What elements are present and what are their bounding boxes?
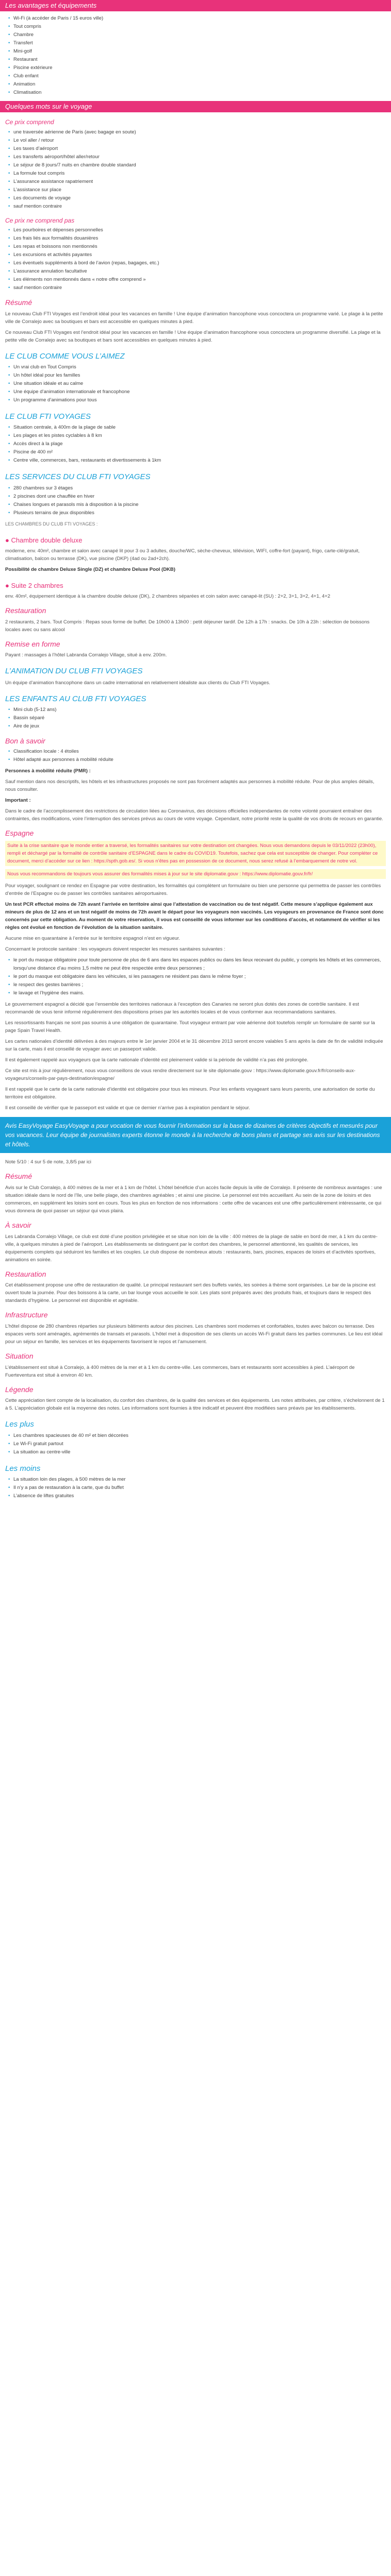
list-item: • sauf mention contraire bbox=[8, 202, 386, 211]
remise-title: Remise en forme bbox=[5, 639, 60, 648]
pmr-text: Sauf mention dans nos descriptifs, les hôtels et les infrastructures proposés ne sont pas forcément adaptés aux personnes à mobilité réduite. Pour de plus amples détails, nous consulter. bbox=[5, 779, 374, 793]
advantages-header: Les avantages et équipements bbox=[0, 0, 391, 11]
list-item: • une traversée aérienne de Paris (avec bagage en soute) bbox=[8, 128, 386, 137]
banner-title: Avis EasyVoyage EasyVoyage a pour vocation de vous fournir l’information sur la base de dizaines de critères objectifs et mesurés pour vos vacances. Leur équipe de journalistes experts étonne le monde à la recherche de bons plans et partage ses avis sur les destinations et hôtels. bbox=[5, 1122, 380, 1148]
list-item: • Transfert bbox=[8, 39, 386, 47]
list-item: • Hôtel adapté aux personnes à mobilité réduite bbox=[8, 756, 386, 764]
list-item: • Chambre bbox=[8, 31, 386, 39]
list-item: • Les documents de voyage bbox=[8, 194, 386, 202]
espagne-p7: Les cartes nationales d’identité délivrées à des majeurs entre le 1er janvier 2004 et le 31 décembre 2013 seront encore valables 5 ans après la date de fin de validité indiquée sur la carte, mais il est conseillé de voyager avec un passeport valide. bbox=[5, 1039, 383, 1053]
easyvoyage-banner bbox=[0, 1117, 391, 1153]
animation-title: L’ANIMATION DU CLUB FTI VOYAGES bbox=[5, 667, 143, 676]
club-fti-title: LE CLUB FTI VOYAGES bbox=[5, 412, 91, 421]
avis-plus-list bbox=[8, 1432, 386, 1456]
list-item: • L’assurance assistance rapatriement bbox=[8, 178, 386, 186]
espagne-highlight: Suite à la crise sanitaire que le monde entier a traversé, les formalités sanitaires sur votre destination ont changées. Nous vous demandons depuis le 03/11/2022 (23h00), rempli et déchargé par la formalité de contrôle sanitaire d’ESPAGNE dans le cadre du COVID19. Toutefois, sachez que cela est susceptible de changer. Pour compléter ce document, merci d’accéder sur ce lien : https://spth.gob.es/. Si vous n’êtes pas en possession de ce document, nous serez refusé à l’embarquement de notre vol. bbox=[5, 841, 386, 866]
list-item: • sauf mention contraire bbox=[8, 284, 386, 292]
resume-paragraph-2: Ce nouveau Club FTI Voyages est l’endroit idéal pour les vacances en famille ! Une équipe d’animation francophone vous concoctera un programme diversifié. La plage et la petite ville de Corralejo avec sa boutiques et bars sont accessibles en quelques minutes à pied. bbox=[5, 329, 381, 343]
room-suite-title: ● Suite 2 chambres bbox=[5, 581, 386, 591]
avis-rest: Cet établissement propose une offre de restauration de qualité. Le principal restaurant sert des buffets variés, les soirées à thème sont organisées. Le bar de la piscine est ouvert toute la journée. Pour des boissons à la carte, un bar lounge vous accueille le soir. Les plats sont préparés avec des produits frais, et toujours dans le respect des standards d’hygiène. Le personnel est disponible et agréable. bbox=[5, 1282, 376, 1304]
list-item: • Plusieurs terrains de jeux disponibles bbox=[8, 509, 386, 517]
espagne-link[interactable]: Nous vous recommandons de toujours vous assurer des formalités mises à jour sur le site diplomatie.gouv : https://www.diplomatie.gouv.fr/fr/ bbox=[5, 869, 386, 879]
list-item: • L’absence de liftes gratuites bbox=[8, 1492, 386, 1500]
club-comme-list bbox=[8, 363, 386, 404]
avis-legende: Cette appréciation tient compte de la localisation, du confort des chambres, de la qualité des services et des équipements. Les notes attribuées, par critère, s’échelonnent de 1 à 5. L’appréciation globale est la moyenne des notes. Les informations sont fournies à titre indicatif et peuvent être modifiées sans préavis par les établissements. bbox=[5, 1398, 385, 1412]
espagne-p8: Il est également rappelé aux voyageurs que la carte nationale d’identité est pleinement valide si la période de validité n’a pas été prolongée. bbox=[5, 1057, 308, 1063]
espagne-p6: Les ressortissants français ne sont pas soumis à une obligation de quarantaine. Tout voyageur entrant par voie aérienne doit toutefois remplir un formulaire de santé sur la page Spain Travel Health. bbox=[5, 1020, 375, 1034]
list-item: • 280 chambres sur 3 étages bbox=[8, 484, 386, 493]
list-item: • La situation au centre-ville bbox=[8, 1448, 386, 1456]
list-item: • Mini-golf bbox=[8, 47, 386, 56]
club-fti-list bbox=[8, 423, 386, 465]
list-item: • Animation bbox=[8, 80, 386, 89]
bon-savoir-title: Bon à savoir bbox=[5, 736, 45, 745]
list-item: • le port du masque est obligatoire dans les véhicules, si les passagers ne résident pas dans le même foyer ; bbox=[8, 973, 386, 981]
espagne-p2: Un test PCR effectué moins de 72h avant l’arrivée en territoire ainsi que l’attestation de vaccination ou de test négatif. Cette mesure s’applique également aux mineurs de plus de 12 ans et un test négatif de moins de 72h avant le départ pour les voyageurs non vaccinés. Les voyageurs en provenance de France sont donc concernés par cette obligation. Au moment de votre réservation, il vous est conseillé de vous informer sur les conditions d’accès, et notamment de vérifier si les règles ont évolué en fonction de l’évolution de la situation sanitaire. bbox=[5, 902, 384, 931]
list-item: • Chaises longues et parasols mis à disposition à la piscine bbox=[8, 501, 386, 509]
restauration-text: 2 restaurants, 2 bars. Tout Compris : Repas sous forme de buffet. De 10h00 à 13h00 : petit déjeuner tardif. De 12h à 17h : snacks. De 10h à 23h : sélection de boissons locales avec ou sans alcool bbox=[5, 619, 370, 633]
avis-situation-title: Situation bbox=[5, 1351, 34, 1360]
avis-savoir: Les Labranda Corralejo Village, ce club est doté d’une position privilégiée et se situe non loin de la ville : 400 mètres de la plage de sable en bord de mer, à 1 km du centre-ville, à quelques minutes à pied de l’aéroport. Les établissements se distinguent par le confort des chambres, le personnel attentionné, les qualités de services, les équipements complets qui séduiront les familles et les couples. Le club dispose de nombreux atouts : restaurants, bars, piscines, espaces de loisirs et d’activités sportives, animations en soirée. bbox=[5, 1233, 378, 1263]
room-suite-desc: env. 40m², équipement identique à la chambre double deluxe (DK), 2 chambres séparées et coin salon avec canapé-lit (SU) : 2+2, 3+1, 3+2, 4+1, 4+2 bbox=[5, 593, 331, 599]
list-item: • L’assistance sur place bbox=[8, 186, 386, 194]
avis-infra-title: Infrastructure bbox=[5, 1311, 48, 1319]
list-item: • Le séjour de 8 jours/7 nuits en chambre double standard bbox=[8, 161, 386, 170]
espagne-p5: Le gouvernement espagnol a décidé que l’ensemble des territoires nationaux à l’exception des Canaries ne seront plus dotés des zones de contrôle sanitaire. Il est recommandé de vous tenir informé régulièrement des dispositions prises par les autorités locales et de vous conformer aux recommandations sanitaires. bbox=[5, 1002, 360, 1015]
list-item: • Les repas et boissons non mentionnés bbox=[8, 243, 386, 251]
list-item: • Les excursions et activités payantes bbox=[8, 251, 386, 259]
avis-infra: L’hôtel dispose de 280 chambres réparties sur plusieurs bâtiments autour des piscines. Les chambres sont modernes et confortables, toutes avec balcon ou terrasse. Des espaces verts sont aménagés, agrémentés de transats et parasols. L’hôtel met à disposition de ses clients un accès Wi-Fi gratuit dans les parties communes. Le lieu est idéal pour un séjour en famille, les services et les équipements favorisent le repos et l’amusement. bbox=[5, 1323, 383, 1345]
list-item: • Situation centrale, à 400m de la plage de sable bbox=[8, 423, 386, 432]
restauration-title: Restauration bbox=[5, 606, 46, 615]
list-item: • Les transferts aéroport/hôtel aller/retour bbox=[8, 153, 386, 161]
list-item: • Aire de jeux bbox=[8, 722, 386, 731]
services-list bbox=[8, 484, 386, 517]
list-item: • Les éventuels suppléments à bord de l’avion (repas, bagages, etc.) bbox=[8, 259, 386, 267]
prix-comprend-list bbox=[8, 128, 386, 211]
list-item: • Il n’y a pas de restauration à la carte, que du buffet bbox=[8, 1484, 386, 1492]
avis-situation: L’établissement est situé à Corralejo, à 400 mètres de la mer et à 1 km du centre-ville. Les commerces, bars et restaurants sont accessibles à pied. L’aéroport de Fuerteventura est situé à environ 40 km. bbox=[5, 1364, 355, 1378]
chambres-title: LES CHAMBRES DU CLUB FTI VOYAGES : bbox=[5, 521, 98, 527]
club-comme-title: LE CLUB COMME VOUS L’AIMEZ bbox=[5, 351, 125, 361]
list-item: • Club enfant bbox=[8, 72, 386, 80]
list-item: • Centre ville, commerces, bars, restaurants et divertissements à 1km bbox=[8, 456, 386, 465]
avis-legende-title: Légende bbox=[5, 1385, 34, 1394]
espagne-p9: Ce site est mis à jour régulièrement, nous vous conseillons de vous rendre directement sur le site diplomatie.gouv : https://www.diplomatie.gouv.fr/fr/conseils-aux-voyageurs/conseils-par-pays-destination/espagne/ bbox=[5, 1068, 355, 1082]
bon-savoir-list bbox=[8, 748, 386, 764]
room-double-extra: Possibilité de chambre Deluxe Single (DZ) et chambre Deluxe Pool (DKB) bbox=[5, 566, 175, 572]
espagne-p10: Il est rappelé que le carte de la carte nationale d’identité est obligatoire pour tous les mineurs. Pour les enfants voyageant sans leurs parents, une autorisation de sortie du territoire est obligatoire. bbox=[5, 1087, 375, 1100]
list-item: • Climatisation bbox=[8, 89, 386, 97]
list-item: • Les taxes d’aéroport bbox=[8, 145, 386, 153]
list-item: • Restaurant bbox=[8, 56, 386, 64]
avis-plus-title: Les plus bbox=[5, 1420, 34, 1429]
room-double-desc: moderne, env. 40m², chambre et salon avec canapé lit pour 3 ou 3 adultes, douche/WC, sèche-cheveux, télévision, WIFI, coffre-fort (payant), frigo, carte-clé/gratuit, climatisation, balcon ou terrasse (DK), vue piscine (DKP) (4ad ou 2ad+2ch). bbox=[5, 548, 360, 562]
list-item: • Les éléments non mentionnés dans « notre offre comprend » bbox=[8, 276, 386, 284]
list-item: • Bassin séparé bbox=[8, 714, 386, 722]
espagne-list bbox=[8, 956, 386, 997]
list-item: • Mini club (5-12 ans) bbox=[8, 706, 386, 714]
avis-resume-title: Résumé bbox=[5, 1172, 32, 1181]
important-text: Dans le cadre de l’accomplissement des restrictions de circulation liées au Coronavirus, des décisions officielles indépendantes de notre volonté pourraient entraîner des contraintes, des modifications, voire l’interruption des services prévus au cours de votre voyage. Cependant, notre priorité reste la qualité de vos droits de recours en garantie. bbox=[5, 808, 383, 822]
list-item: • Un hôtel idéal pour les familles bbox=[8, 371, 386, 380]
animation-text: Un équipe d’animation francophone dans un cadre international en relativement idéaliste aux clients du Club FTI Voyages. bbox=[5, 680, 270, 686]
list-item: • Les pourboires et dépenses personnelles bbox=[8, 226, 386, 234]
avis-resume: Avis sur le Club Corralejo, à 400 mètres de la mer et à 1 km de l’hôtel. L’hôtel bénéficie d’un accès facile depuis la ville de Corralejo. Il présente de nombreux avantages : une situation idéale dans le nord de l’île, une belle plage, des chambres agréables ; et ainsi une piscine. Le personnel est très accueillant. Au sein de la zone de loisirs et des commerces, en supplément les loisirs sont en cours. Tous les plus en fonction de nos informations : cette offre de vacances est une offre particulièrement intéressante, ce qui vous donnera de quoi passer un séjour qui vous plaira. bbox=[5, 1184, 382, 1214]
list-item: • Accès direct à la plage bbox=[8, 440, 386, 448]
room-double-title: ● Chambre double deluxe bbox=[5, 535, 386, 546]
avis-moins-title: Les moins bbox=[5, 1464, 41, 1473]
list-item: • Le Wi-Fi gratuit partout bbox=[8, 1440, 386, 1448]
espagne-p3: Aucune mise en quarantaine à l’entrée sur le territoire espagnol n’est en vigueur. bbox=[5, 936, 181, 942]
enfants-list bbox=[8, 706, 386, 731]
list-item: • le respect des gestes barrières ; bbox=[8, 981, 386, 989]
avis-rest-title: Restauration bbox=[5, 1269, 46, 1278]
banner-rating: Note 5/10 : 4 sur 5 de note, 3,8/5 par ici bbox=[5, 1159, 91, 1165]
quelques-mots-header: Quelques mots sur le voyage bbox=[0, 101, 391, 112]
important-title: Important : bbox=[5, 798, 31, 804]
espagne-p11: Il est conseillé de vérifier que le passeport est valide et que ce dernier n’arrive pas à expiration pendant le séjour. bbox=[5, 1105, 250, 1111]
list-item: • Tout compris bbox=[8, 23, 386, 31]
list-item: • Le vol aller / retour bbox=[8, 137, 386, 145]
advantages-list bbox=[8, 14, 386, 97]
list-item: • Une équipe d’animation internationale et francophone bbox=[8, 388, 386, 396]
resume-title: Résumé bbox=[5, 298, 32, 307]
espagne-p4: Concernant le protocole sanitaire : les voyageurs doivent respecter les mesures sanitaires suivantes : bbox=[5, 946, 225, 953]
list-item: • Piscine de 400 m² bbox=[8, 448, 386, 456]
list-item: • Piscine extérieure bbox=[8, 64, 386, 72]
espagne-p1: Pour voyager, soulignant ce rendez en Espagne par votre destination, les formalités qui complètent un formulaire ou bien une personne qui permettra de passer les contrôles d’entrée de l’Espagne ou de passer les contrôles sanitaires aéroportuaires. bbox=[5, 883, 381, 897]
prix-comprend-title: Ce prix comprend bbox=[5, 118, 54, 126]
list-item: • Un vrai club en Tout Compris bbox=[8, 363, 386, 371]
list-item: • Classification locale : 4 étoiles bbox=[8, 748, 386, 756]
list-item: • Les chambres spacieuses de 40 m² et bien décorées bbox=[8, 1432, 386, 1440]
avis-moins-list bbox=[8, 1476, 386, 1500]
list-item: • 2 piscines dont une chauffée en hiver bbox=[8, 493, 386, 501]
services-title: LES SERVICES DU CLUB FTI VOYAGES bbox=[5, 472, 151, 482]
prix-noncompris-title: Ce prix ne comprend pas bbox=[5, 216, 75, 224]
list-item: • La formule tout compris bbox=[8, 170, 386, 178]
enfants-title: LES ENFANTS AU CLUB FTI VOYAGES bbox=[5, 694, 146, 703]
pmr-title: Personnes à mobilité réduite (PMR) : bbox=[5, 768, 91, 774]
list-item: • L’assurance annulation facultative bbox=[8, 267, 386, 276]
list-item: • Une situation idéale et au calme bbox=[8, 380, 386, 388]
resume-paragraph: Le nouveau Club FTI Voyages est l’endroit idéal pour les vacances en famille ! Une équipe d’animation francophone vous concoctera un programme varié. Le plage à la petite ville de Corralejo avec sa boutiques et bars est accessible en quelques minutes à pied. bbox=[5, 311, 383, 325]
list-item: • Les frais liés aux formalités douanières bbox=[8, 234, 386, 243]
list-item: • le lavage et l’hygiène des mains. bbox=[8, 989, 386, 997]
list-item: • le port du masque obligatoire pour toute personne de plus de 6 ans dans les espaces publics ou dans les lieux recevant du public, y compris les hôtels et les commerces, lorsqu’une distance d’au moins 1,5 mètre ne peut être respectée entre deux personnes ; bbox=[8, 956, 386, 973]
remise-text: Payant : massages à l’hôtel Labranda Corralejo Village, situé à env. 200m. bbox=[5, 652, 167, 658]
prix-noncompris-list bbox=[8, 226, 386, 292]
list-item: • Les plages et les pistes cyclables à 8 km bbox=[8, 432, 386, 440]
list-item: • Un programme d’animations pour tous bbox=[8, 396, 386, 404]
list-item: • La situation loin des plages, à 500 mètres de la mer bbox=[8, 1476, 386, 1484]
list-item: • Wi-Fi (à accéder de Paris / 15 euros ville) bbox=[8, 14, 386, 23]
espagne-title: Espagne bbox=[5, 829, 34, 838]
avis-savoir-title: À savoir bbox=[5, 1221, 31, 1229]
